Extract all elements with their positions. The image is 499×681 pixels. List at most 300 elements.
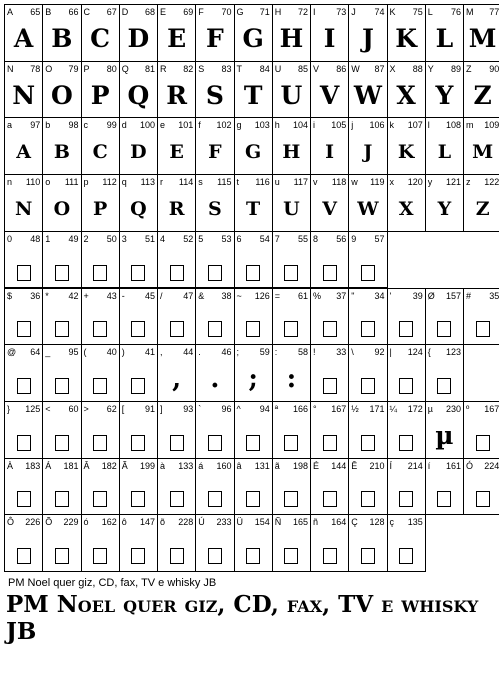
- glyph-label: [428, 7, 461, 18]
- missing-glyph-box-icon: [246, 435, 260, 451]
- glyph-sample: X: [398, 198, 414, 221]
- glyph-label: [351, 120, 384, 131]
- missing-glyph-box: [82, 418, 119, 456]
- glyph-label: [390, 291, 423, 302]
- glyph-cell: [119, 344, 158, 402]
- glyph-label: [351, 347, 384, 358]
- glyph-char: ,: [160, 347, 163, 358]
- glyph-sample: N: [12, 80, 36, 110]
- glyph-code: 66: [68, 7, 79, 17]
- glyph-char: E: [160, 7, 167, 17]
- glyph-code: 214: [407, 460, 423, 471]
- glyph-char: \: [351, 347, 354, 358]
- glyph-code: 77: [489, 7, 499, 17]
- glyph-label: [198, 120, 231, 131]
- missing-glyph-box-icon: [361, 548, 375, 564]
- glyph-label: [237, 347, 270, 358]
- missing-glyph-box: [82, 305, 119, 343]
- glyph-code: 229: [63, 517, 79, 528]
- glyph-cell: [234, 4, 273, 62]
- glyph-char: D: [121, 7, 129, 17]
- missing-glyph-box: [5, 418, 42, 456]
- glyph-code: 107: [407, 120, 423, 131]
- missing-glyph-box-icon: [170, 548, 184, 564]
- missing-glyph-box-icon: [131, 491, 145, 507]
- glyph-label: [313, 517, 346, 528]
- glyph-code: 154: [254, 517, 270, 528]
- missing-glyph-box-icon: [208, 321, 222, 337]
- glyph-code: 34: [374, 290, 385, 301]
- glyph-cell: [348, 231, 387, 289]
- glyph-code: 144: [331, 460, 347, 471]
- glyph-char: B: [45, 7, 52, 17]
- glyph-cell: [195, 401, 234, 459]
- missing-glyph-box: [5, 361, 42, 399]
- missing-glyph-box: [388, 305, 425, 343]
- glyph-code: 73: [336, 7, 347, 17]
- glyph-label: [45, 404, 78, 415]
- glyph-cell: [387, 4, 426, 62]
- glyph-cell: [387, 458, 426, 516]
- glyph-sample: P: [92, 198, 108, 221]
- glyph-code: 56: [336, 233, 347, 244]
- glyph-char: f: [198, 120, 201, 131]
- glyph-code: 61: [297, 290, 308, 301]
- glyph-code: 199: [139, 460, 155, 471]
- glyph-char: F: [198, 7, 204, 17]
- glyph-cell: [272, 458, 311, 516]
- glyph-label: [428, 404, 461, 415]
- glyph-code: 106: [369, 120, 385, 131]
- glyph-label: [390, 7, 423, 18]
- glyph-code: 95: [68, 347, 79, 358]
- missing-glyph-box-icon: [93, 548, 107, 564]
- glyph-cell: [348, 288, 387, 346]
- glyph-cell: [272, 61, 311, 119]
- glyph-char: q: [121, 177, 127, 188]
- glyph-char: -: [121, 290, 125, 301]
- missing-glyph-box: [120, 361, 157, 399]
- glyph-cell: [272, 514, 311, 572]
- glyph-char: $: [7, 290, 13, 301]
- glyph-char: 3: [121, 233, 127, 244]
- glyph-code: 83: [221, 63, 232, 74]
- missing-glyph-box-icon: [208, 548, 222, 564]
- missing-glyph-box-icon: [323, 548, 337, 564]
- glyph-char: L: [427, 7, 433, 17]
- glyph-char: ): [121, 347, 125, 358]
- glyph-cell: [272, 401, 311, 459]
- glyph-label: [313, 461, 346, 472]
- glyph-label: [237, 291, 270, 302]
- glyph-label: [390, 120, 423, 131]
- glyph-cell: [81, 458, 120, 516]
- glyph-char: #: [466, 290, 472, 301]
- glyph-char: M: [466, 7, 474, 17]
- missing-glyph-box: [158, 531, 195, 569]
- glyph-code: 111: [64, 177, 79, 188]
- glyph-label: [7, 404, 40, 415]
- glyph-char: à: [160, 460, 166, 471]
- glyph-cell: [387, 288, 426, 346]
- glyph-code: 183: [25, 460, 41, 471]
- glyph-char: Y: [427, 63, 434, 74]
- glyph-code: 157: [445, 290, 461, 301]
- glyph-label: [122, 461, 155, 472]
- glyph-code: 120: [407, 177, 423, 188]
- glyph-sample: R: [166, 80, 188, 110]
- glyph-code: 104: [292, 120, 308, 131]
- glyph-cell: [119, 514, 158, 572]
- glyph-sample: D: [130, 141, 147, 164]
- glyph-code: 57: [374, 233, 385, 244]
- glyph-cell: [81, 344, 120, 402]
- missing-glyph-box-icon: [170, 321, 184, 337]
- glyph-cell: [157, 401, 196, 459]
- glyph-label: [198, 404, 231, 415]
- glyph-label: [160, 64, 193, 75]
- glyph-sample: Y: [437, 198, 452, 221]
- glyph-label: [45, 291, 78, 302]
- missing-glyph-box-icon: [55, 378, 69, 394]
- glyph-char: ;: [236, 347, 240, 358]
- glyph-sample: Q: [127, 80, 150, 110]
- missing-glyph-box-icon: [437, 491, 451, 507]
- glyph-label: [122, 234, 155, 245]
- missing-glyph-box: [82, 361, 119, 399]
- glyph-char: m: [466, 120, 474, 131]
- glyph-sample: P: [90, 80, 110, 110]
- glyph-sample: X: [396, 80, 416, 110]
- missing-glyph-box: [43, 418, 80, 456]
- glyph-label: [466, 404, 499, 415]
- glyph-cell: [4, 514, 43, 572]
- missing-glyph-box: [235, 475, 272, 513]
- glyph-sample: B: [51, 24, 73, 53]
- glyph-char: n: [7, 177, 13, 188]
- glyph-code: 92: [374, 347, 385, 358]
- glyph-cell: [463, 458, 499, 516]
- glyph-sample: R: [168, 198, 185, 221]
- glyph-code: 147: [139, 517, 155, 528]
- glyph-label: [198, 64, 231, 75]
- glyph-cell: [119, 61, 158, 119]
- glyph-label: [198, 291, 231, 302]
- glyph-char: k: [389, 120, 394, 131]
- missing-glyph-box-icon: [399, 435, 413, 451]
- glyph-char: ã: [274, 460, 280, 471]
- missing-glyph-box: [43, 475, 80, 513]
- glyph-code: 110: [25, 177, 41, 188]
- glyph-label: [275, 404, 308, 415]
- missing-glyph-box-icon: [131, 378, 145, 394]
- missing-glyph-box: [426, 361, 463, 399]
- glyph-code: 54: [259, 233, 270, 244]
- glyph-char: 9: [351, 233, 357, 244]
- missing-glyph-box: [196, 305, 233, 343]
- glyph-sample: K: [397, 141, 415, 164]
- glyph-cell: [310, 231, 349, 289]
- glyph-sample: K: [395, 24, 417, 53]
- glyph-code: 118: [331, 177, 347, 188]
- glyph-sample: T: [246, 198, 261, 221]
- glyph-char: ô: [121, 517, 127, 528]
- glyph-code: 87: [374, 63, 385, 74]
- glyph-sample: ,: [172, 364, 182, 395]
- glyph-code: 76: [450, 7, 461, 17]
- glyph-label: [160, 291, 193, 302]
- glyph-cell: [348, 514, 387, 572]
- glyph-cell: [234, 61, 273, 119]
- glyph-code: 181: [63, 460, 79, 471]
- missing-glyph-box: [120, 475, 157, 513]
- missing-glyph-box-icon: [93, 321, 107, 337]
- glyph-label: [122, 404, 155, 415]
- glyph-char: W: [351, 63, 360, 74]
- missing-glyph-box: [273, 248, 310, 286]
- missing-glyph-box-icon: [284, 435, 298, 451]
- glyph-cell: [157, 61, 196, 119]
- glyph-cell: [234, 288, 273, 346]
- glyph-label: [160, 404, 193, 415]
- glyph-code: 89: [450, 63, 461, 74]
- glyph-label: [45, 120, 78, 131]
- glyph-label: [7, 177, 40, 188]
- glyph-cell: [157, 288, 196, 346]
- glyph-sample: V: [322, 198, 337, 221]
- glyph-char: r: [160, 177, 163, 188]
- glyph-cell: [119, 4, 158, 62]
- glyph-cell: [463, 401, 499, 459]
- glyph-code: 91: [144, 403, 155, 414]
- glyph-char: }: [7, 403, 11, 414]
- glyph-code: 233: [216, 517, 232, 528]
- glyph-char: µ: [427, 403, 433, 414]
- missing-glyph-box: [311, 475, 348, 513]
- glyph-code: 71: [259, 7, 270, 17]
- missing-glyph-box: [158, 248, 195, 286]
- glyph-code: 72: [297, 7, 308, 17]
- glyph-char: V: [313, 63, 320, 74]
- glyph-cell: [4, 61, 43, 119]
- glyph-char: +: [83, 290, 89, 301]
- glyph-cell: [272, 344, 311, 402]
- missing-glyph-box-icon: [399, 491, 413, 507]
- glyph-sample: L: [437, 141, 452, 164]
- glyph-label: [466, 7, 499, 18]
- glyph-cell: [42, 514, 81, 572]
- glyph-code: 47: [183, 290, 194, 301]
- glyph-code: 39: [412, 290, 423, 301]
- glyph-cell: [4, 458, 43, 516]
- missing-glyph-box: [158, 475, 195, 513]
- glyph-sample: W: [353, 80, 382, 110]
- glyph-cell: [195, 231, 234, 289]
- glyph-label: [45, 461, 78, 472]
- missing-glyph-box: [464, 305, 499, 343]
- missing-glyph-box: [82, 531, 119, 569]
- glyph-char: 6: [236, 233, 242, 244]
- glyph-cell: [81, 61, 120, 119]
- missing-glyph-box: [235, 531, 272, 569]
- glyph-char: ": [351, 290, 355, 301]
- glyph-cell: [425, 458, 464, 516]
- glyph-label: [237, 404, 270, 415]
- missing-glyph-box-icon: [476, 321, 490, 337]
- glyph-cell: [157, 117, 196, 175]
- glyph-code: 172: [407, 403, 423, 414]
- glyph-char: Ú: [198, 517, 205, 528]
- glyph-sample: F: [208, 141, 222, 164]
- glyph-char: â: [236, 460, 242, 471]
- glyph-char: ~: [236, 290, 242, 301]
- glyph-cell: [119, 401, 158, 459]
- glyph-cell: [42, 231, 81, 289]
- missing-glyph-box: [5, 305, 42, 343]
- glyph-code: 230: [445, 403, 461, 414]
- glyph-cell: [425, 288, 464, 346]
- missing-glyph-box-icon: [476, 435, 490, 451]
- glyph-code: 58: [297, 347, 308, 358]
- glyph-char: Ê: [351, 460, 358, 471]
- glyph-cell: [463, 174, 499, 232]
- glyph-cell: [81, 401, 120, 459]
- glyph-label: [237, 461, 270, 472]
- glyph-cell: [272, 174, 311, 232]
- glyph-label: [122, 7, 155, 18]
- glyph-char: °: [313, 403, 317, 414]
- glyph-char: I: [313, 7, 316, 17]
- glyph-sample: C: [90, 24, 111, 53]
- glyph-cell: [387, 61, 426, 119]
- missing-glyph-box: [43, 361, 80, 399]
- glyph-char: º: [466, 403, 470, 414]
- glyph-cell: [234, 458, 273, 516]
- glyph-sample: H: [282, 141, 301, 164]
- glyph-label: [84, 234, 117, 245]
- glyph-code: 123: [445, 347, 461, 358]
- glyph-cell: [348, 4, 387, 62]
- glyph-char: ¼: [389, 403, 398, 414]
- glyph-code: 114: [178, 177, 194, 188]
- missing-glyph-box-icon: [323, 321, 337, 337]
- missing-glyph-box-icon: [17, 491, 31, 507]
- glyph-cell: [234, 401, 273, 459]
- missing-glyph-box: [120, 248, 157, 286]
- glyph-sample: I: [323, 24, 336, 53]
- glyph-cell: [195, 458, 234, 516]
- glyph-char: =: [274, 290, 281, 301]
- glyph-cell: [119, 117, 158, 175]
- glyph-code: 121: [445, 177, 461, 188]
- glyph-label: [198, 234, 231, 245]
- glyph-cell: [81, 231, 120, 289]
- glyph-label: [45, 234, 78, 245]
- glyph-label: [313, 7, 346, 18]
- glyph-code: 59: [259, 347, 270, 358]
- glyph-label: [428, 291, 461, 302]
- glyph-sample: A: [16, 141, 31, 164]
- glyph-code: 162: [101, 517, 117, 528]
- glyph-code: 228: [178, 517, 194, 528]
- glyph-char: e: [160, 120, 166, 131]
- glyph-label: [7, 234, 40, 245]
- glyph-cell: [81, 174, 120, 232]
- glyph-cell: [119, 458, 158, 516]
- glyph-code: 38: [221, 290, 232, 301]
- glyph-char: 1: [45, 233, 51, 244]
- glyph-sample: U: [280, 80, 303, 110]
- missing-glyph-box-icon: [93, 435, 107, 451]
- glyph-cell: [310, 4, 349, 62]
- glyph-label: [160, 120, 193, 131]
- glyph-sample: J: [361, 24, 374, 53]
- glyph-code: 100: [139, 120, 155, 131]
- glyph-label: [466, 291, 499, 302]
- missing-glyph-box-icon: [170, 265, 184, 281]
- missing-glyph-box: [349, 531, 386, 569]
- glyph-code: 93: [183, 403, 194, 414]
- glyph-cell: [42, 344, 81, 402]
- missing-glyph-box-icon: [55, 321, 69, 337]
- glyph-label: [351, 404, 384, 415]
- glyph-cell: [310, 288, 349, 346]
- glyph-cell: [310, 61, 349, 119]
- glyph-cell: [463, 288, 499, 346]
- glyph-code: 98: [68, 120, 79, 131]
- glyph-code: 80: [106, 63, 117, 74]
- glyph-cell: [272, 117, 311, 175]
- glyph-cell: [348, 117, 387, 175]
- glyph-char: Õ: [45, 517, 53, 528]
- glyph-code: 60: [68, 403, 79, 414]
- missing-glyph-box-icon: [284, 265, 298, 281]
- glyph-label: [7, 7, 40, 18]
- glyph-code: 102: [216, 120, 232, 131]
- glyph-label: [160, 177, 193, 188]
- glyph-cell: [348, 344, 387, 402]
- glyph-code: 84: [259, 63, 270, 74]
- glyph-char: ^: [236, 403, 241, 414]
- missing-glyph-box: [349, 361, 386, 399]
- glyph-char: À: [7, 460, 14, 471]
- glyph-cell: [157, 458, 196, 516]
- glyph-char: _: [45, 347, 51, 358]
- glyph-label: [390, 517, 423, 528]
- glyph-label: [7, 120, 40, 131]
- glyph-label: [45, 7, 78, 18]
- glyph-cell: [310, 514, 349, 572]
- glyph-code: 48: [30, 233, 41, 244]
- glyph-code: 40: [106, 347, 117, 358]
- glyph-label: [45, 517, 78, 528]
- glyph-code: 81: [144, 63, 155, 74]
- missing-glyph-box: [349, 418, 386, 456]
- glyph-char: %: [313, 290, 322, 301]
- glyph-code: 70: [221, 7, 232, 17]
- glyph-cell: [425, 4, 464, 62]
- missing-glyph-box-icon: [246, 491, 260, 507]
- glyph-char: g: [236, 120, 242, 131]
- glyph-char: l: [427, 120, 430, 131]
- glyph-sample: J: [363, 141, 373, 164]
- glyph-char: Q: [121, 63, 129, 74]
- glyph-label: [390, 404, 423, 415]
- glyph-char: &: [198, 290, 205, 301]
- glyph-char: ç: [389, 517, 394, 528]
- glyph-cell: [310, 117, 349, 175]
- glyph-sample: O: [53, 198, 71, 221]
